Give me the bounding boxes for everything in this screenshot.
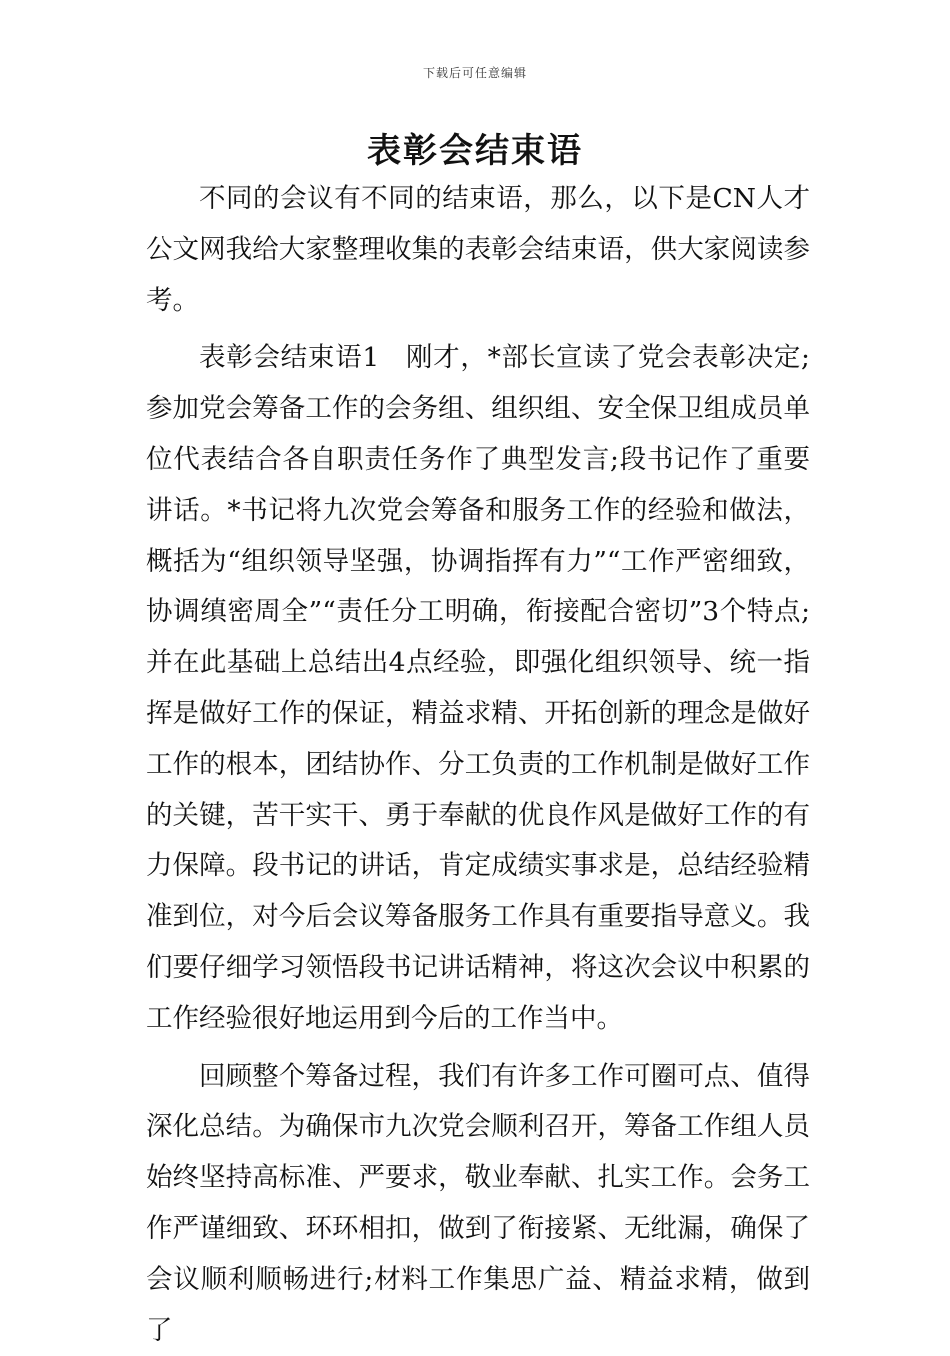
paragraph-intro: 不同的会议有不同的结束语，那么，以下是CN人才公文网我给大家整理收集的表彰会结束语，供大家阅读参考。 — [146, 183, 810, 316]
paragraph-review: 回顾整个筹备过程，我们有许多工作可圈可点、值得深化总结。为确保市九次党会顺利召开，筹备工作组人员始终坚持高标准、严要求，敬业奉献、扎实工作。会务工作严谨细致、环环相扣，做到了衔接紧、无纰漏，确保了会议顺利顺畅进行;材料工作集思广益、精益求精，做到了 — [146, 1060, 810, 1346]
document-title: 表彰会结束语 — [367, 131, 583, 171]
header-note: 下载后可任意编辑 — [422, 66, 527, 80]
section-heading: 表彰会结束语1 — [199, 342, 380, 374]
paragraph-closing-speech-1 — [146, 333, 810, 1044]
paragraph-text: 刚才，*部长宣读了党会表彰决定;参加党会筹备工作的会务组、组织组、安全保卫组成员单位代表结合各自职责任务作了典型发言;段书记作了重要讲话。*书记将九次党会筹备和服务工作的经验和做法，概括为“组织领导坚强，协调指挥有力”“工作严密细致，协调缜密周全”“责任分工明确，衔接配合密切”3个特点;并在此基础上总结出4点经验，即强化组织领导、统一指挥是做好工作的保证，精益求精、开拓创新的理念是做好工作的根本，团结协作、分工负责的工作机制是做好工作的关键，苦干实干、勇于奉献的优良作风是做好工作的有力保障。段书记的讲话，肯定成绩实事求是，总结经验精准到位，对今后会议筹备服务工作具有重要指导意义。我们要仔细学习领悟段书记讲话精神，将这次会议中积累的工作经验很好地运用到今后的工作当中。 — [146, 342, 810, 1034]
document-body — [146, 174, 810, 1356]
